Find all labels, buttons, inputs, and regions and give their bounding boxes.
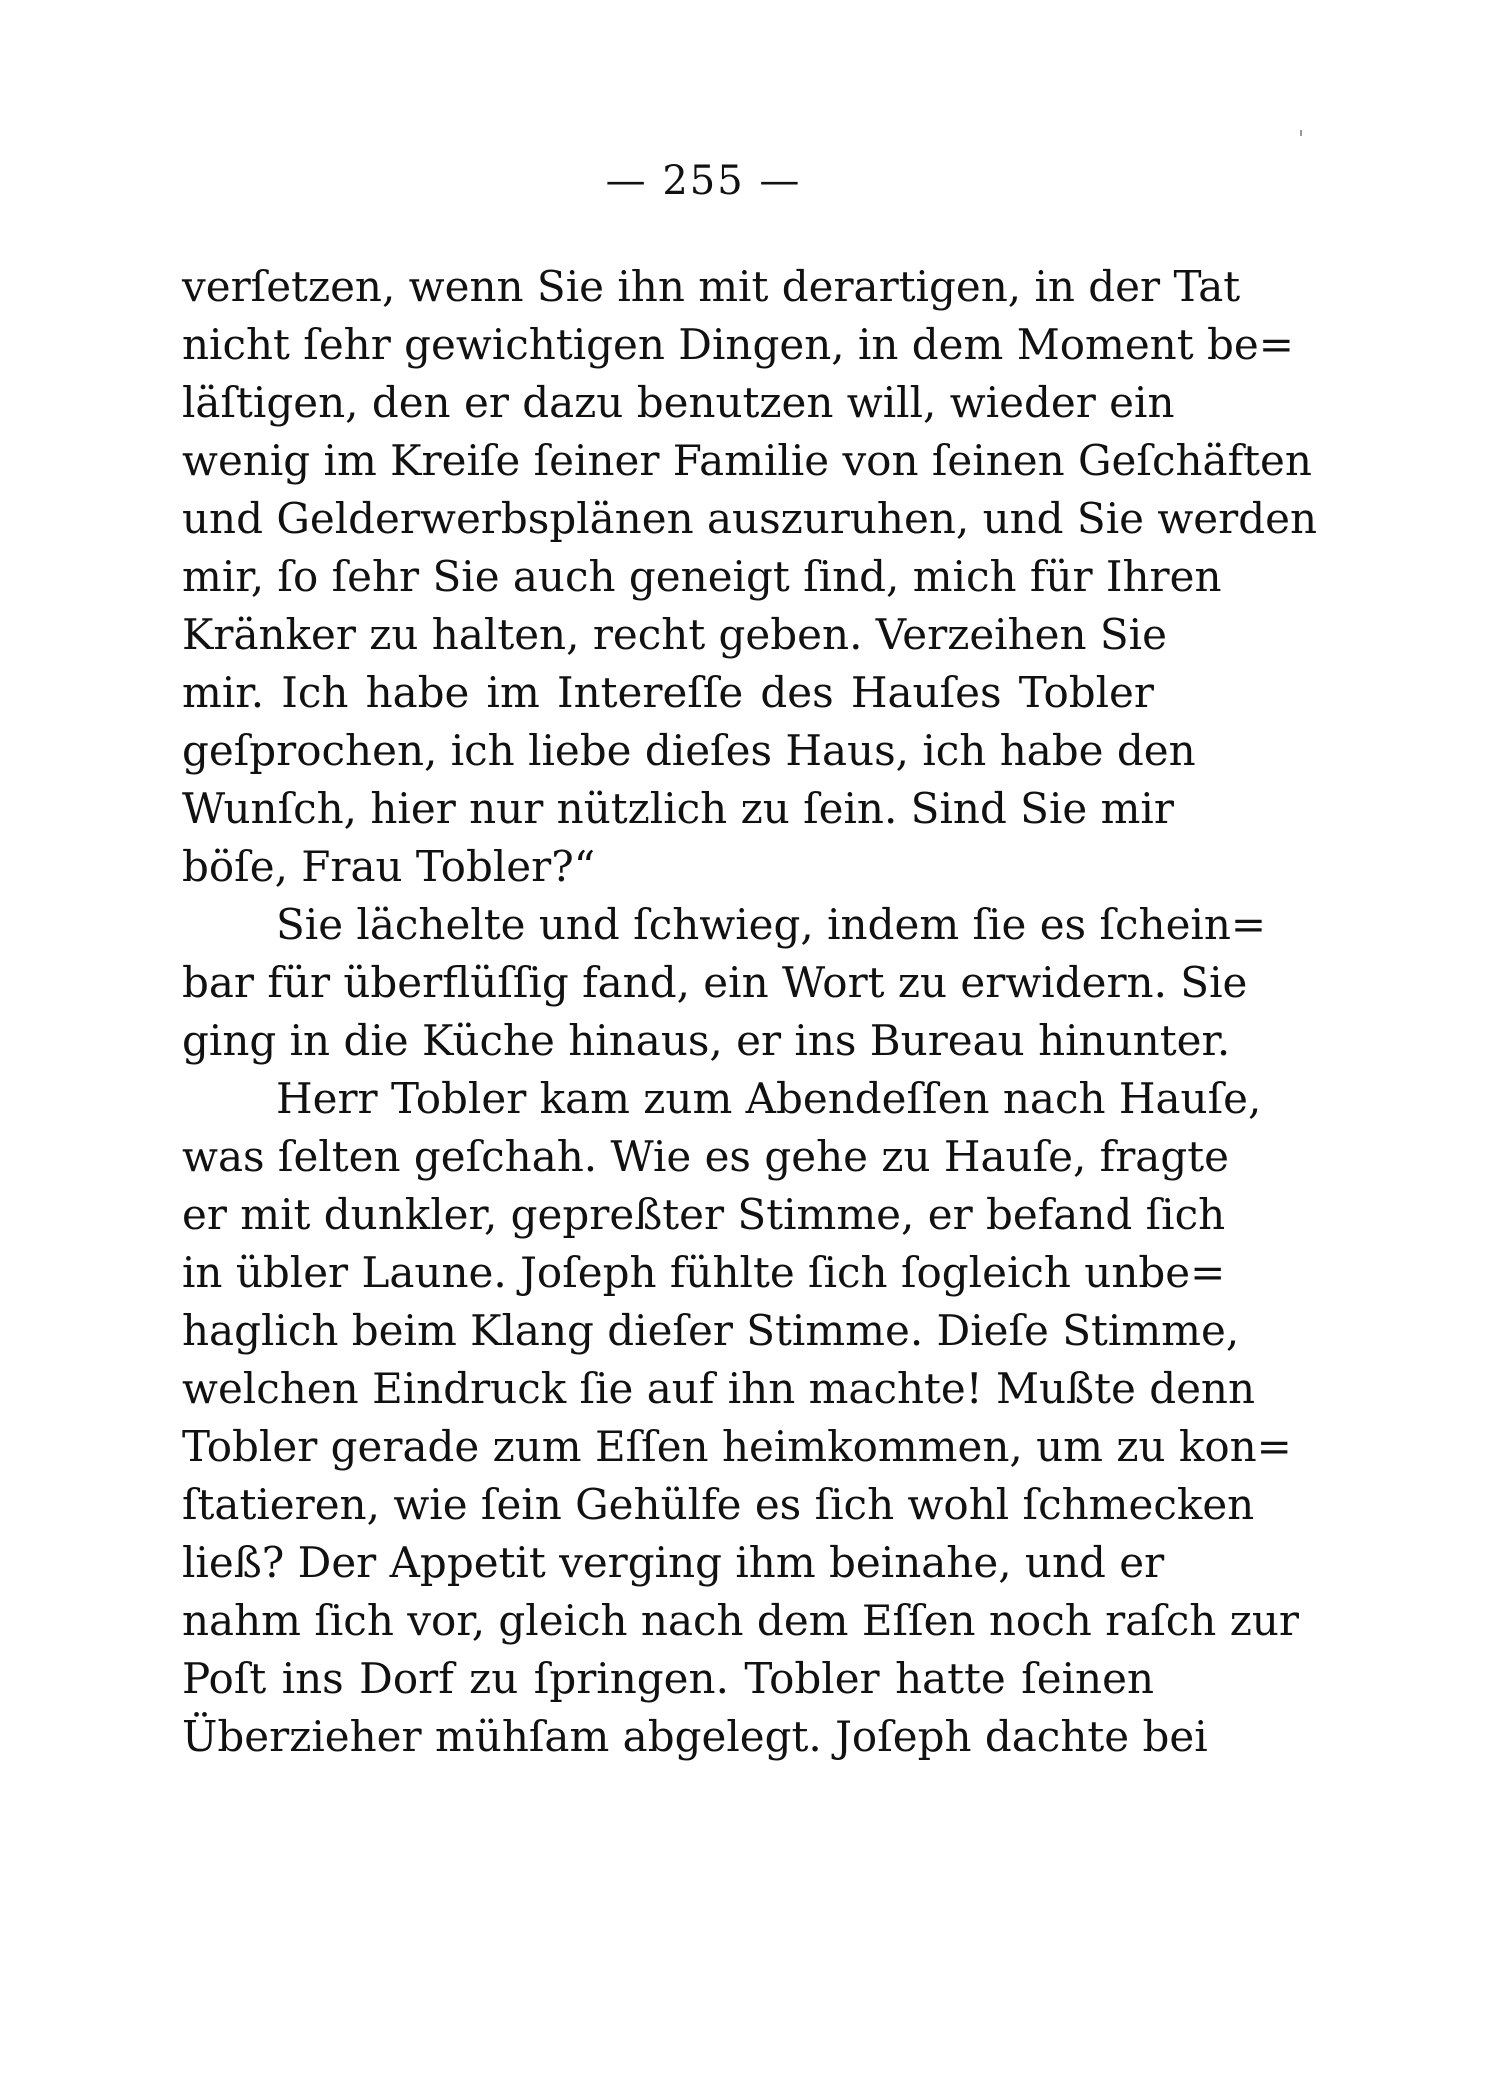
text-line: nicht ſehr gewichtigen Dingen, in dem Moment be= (182, 320, 1294, 369)
text-line: haglich beim Klang dieſer Stimme. Dieſe Stimme, (182, 1306, 1240, 1355)
paragraph-start-line: Herr Tobler kam zum Abendeſſen nach Hauſe, (276, 1074, 1262, 1123)
text-line: Poſt ins Dorf zu ſpringen. Tobler hatte ſeinen (182, 1654, 1154, 1703)
text-line: er mit dunkler, gepreßter Stimme, er befand ſich (182, 1190, 1226, 1239)
page-number: — 255 — (605, 158, 802, 204)
text-line: ſtatieren, wie ſein Gehülfe es ſich wohl ſchmecken (182, 1480, 1255, 1529)
text-line: mir, ſo ſehr Sie auch geneigt ſind, mich für Ihren (182, 552, 1222, 601)
scan-edge-mark (1300, 130, 1302, 136)
text-line: Tobler gerade zum Eſſen heimkommen, um zu kon= (182, 1422, 1292, 1471)
text-line: verſetzen, wenn Sie ihn mit derartigen, in der Tat (182, 262, 1241, 311)
text-line: böſe, Frau Tobler?“ (182, 842, 596, 891)
text-line: ließ? Der Appetit verging ihm beinahe, und er (182, 1538, 1165, 1587)
text-line: welchen Eindruck ſie auf ihn machte! Mußte denn (182, 1364, 1256, 1413)
paragraph-start-line: Sie lächelte und ſchwieg, indem ſie es ſchein= (276, 900, 1267, 949)
text-line: in übler Laune. Joſeph fühlte ſich ſogleich unbe= (182, 1248, 1226, 1297)
text-line: geſprochen, ich liebe dieſes Haus, ich habe den (182, 726, 1196, 775)
text-line: ging in die Küche hinaus, er ins Bureau hinunter. (182, 1016, 1231, 1065)
text-line: wenig im Kreiſe ſeiner Familie von ſeinen Geſchäften (182, 436, 1312, 485)
text-line: nahm ſich vor, gleich nach dem Eſſen noch raſch zur (182, 1596, 1299, 1645)
text-line: Überzieher mühſam abgelegt. Joſeph dachte bei (182, 1712, 1208, 1761)
text-line: was ſelten geſchah. Wie es gehe zu Hauſe, fragte (182, 1132, 1229, 1181)
text-line: läſtigen, den er dazu benutzen will, wieder ein (182, 378, 1175, 427)
text-line: mir. Ich habe im Intereſſe des Hauſes Tobler (182, 668, 1154, 717)
text-line: Wunſch, hier nur nützlich zu ſein. Sind Sie mir (182, 784, 1174, 833)
text-line: bar für überflüſſig fand, ein Wort zu erwidern. Sie (182, 958, 1248, 1007)
text-line: Kränker zu halten, recht geben. Verzeihen Sie (182, 610, 1167, 659)
text-line: und Gelderwerbsplänen auszuruhen, und Sie werden (182, 494, 1318, 543)
